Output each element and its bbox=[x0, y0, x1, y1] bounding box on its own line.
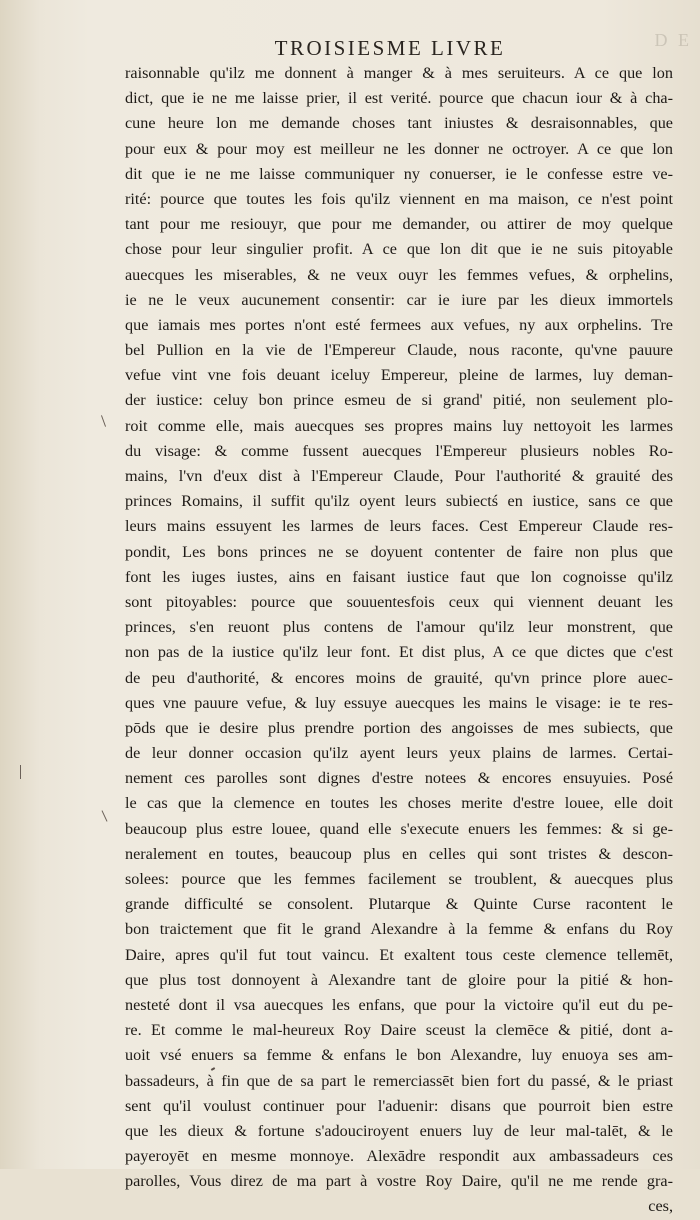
text-line: grande difficulté se consolent. Plutarque & Quinte Curse racontent le bbox=[125, 895, 673, 914]
text-line: cune heure lon me demande choses tant iniustes & desraisonnables, que bbox=[125, 114, 673, 133]
text-line: beaucoup plus estre louee, quand elle s'execute enuers les femmes: & si ge- bbox=[125, 819, 673, 838]
text-line: der iustice: celuy bon prince esmeu de si grand' pitié, non seulement plo- bbox=[125, 391, 673, 410]
text-line: pōds que ie desire plus prendre portion des angoisses de mes subiects, que bbox=[125, 718, 673, 737]
text-line: que les dieux & fortune s'adouciroyent enuers luy de leur mal-talēt, & le bbox=[125, 1121, 673, 1140]
text-line: du visage: & comme fussent auecques l'Empereur plusieurs nobles Ro- bbox=[125, 441, 673, 460]
text-line: nement ces parolles sont dignes d'estre notees & encores ensuyuies. Posé bbox=[125, 769, 673, 788]
text-line: mains, l'vn d'eux dist à l'Empereur Claude, Pour l'authorité & grauité des bbox=[125, 467, 673, 485]
text-line: chose pour leur singulier profit. A ce que lon dit que ie ne suis pitoyable bbox=[125, 240, 673, 259]
text-line: auecques les miserables, & ne veux ouyr les femmes vefues, & orphelins, bbox=[125, 265, 673, 284]
text-line: ques vne pauure vefue, & luy essuye auecques les mains le visage: ie te res- bbox=[125, 693, 673, 712]
text-line: leurs mains essuyent les larmes de leurs faces. Cest Empereur Claude res- bbox=[125, 517, 673, 536]
body-text bbox=[125, 61, 673, 1220]
text-line: bel Pullion en la vie de l'Empereur Claude, nous raconte, qu'vne pauure bbox=[125, 341, 673, 360]
text-line: pondit, Les bons princes ne se doyuent contenter de faire non plus que bbox=[125, 542, 673, 561]
text-line: sent qu'il voulust continuer pour l'aduenir: disans que pourroit bien estre bbox=[125, 1096, 673, 1115]
text-line: dit que ie ne me laisse communiquer ny conuerser, ie le confesse estre ve- bbox=[125, 164, 673, 183]
text-line: solees: pource que les femmes facilement se troublent, & auecques plus bbox=[125, 870, 673, 888]
text-line: que plus tost donnoyent à Alexandre tant de gloire pour la pitié & hon- bbox=[125, 970, 673, 989]
margin-mark bbox=[20, 765, 21, 779]
text-line: font les iuges iustes, ains en faisant iustice faut que lon cognoisse qu'ilz bbox=[125, 567, 673, 586]
text-line: Daire, apres qu'il fut tout vaincu. Et exaltent tous ceste clemence tellemēt, bbox=[125, 945, 673, 964]
text-line: princes Romains, il suffit qu'ilz oyent leurs subiectś en iustice, sans ce que bbox=[125, 492, 673, 511]
text-line: non pas de la iustice qu'ilz leur font. Et dist plus, A ce que dictes que c'est bbox=[125, 643, 673, 662]
text-line: bassadeurs, à fin que de sa part le remerciassēt bien fort du passé, & le priast bbox=[125, 1071, 673, 1090]
text-line: tant pour me resiouyr, que pour me demander, ou attirer de moy quelque bbox=[125, 215, 673, 234]
text-line: rité: pource que toutes les fois qu'ilz viennent en ma maison, ce n'est point bbox=[125, 189, 673, 208]
text-line: que iamais mes portes n'ont esté fermees aux vefues, ny aux orphelins. Tre bbox=[125, 315, 673, 334]
text-line: roit comme elle, mais auecques ses propres mains luy nettoyoit les larmes bbox=[125, 416, 673, 435]
text-line: bon traictement que fit le grand Alexandre à la femme & enfans du Roy bbox=[125, 920, 673, 939]
text-line: de leur donner occasion qu'ilz ayent leurs yeux plains de larmes. Certai- bbox=[125, 744, 673, 763]
text-line: le cas que la clemence en toutes les choses merite d'estre louee, elle doit bbox=[125, 794, 673, 813]
text-line: de peu d'authorité, & encores moins de grauité, qu'vn prince plore auec- bbox=[125, 668, 673, 687]
text-line: re. Et comme le mal-heureux Roy Daire sceust la clemēce & pitié, dont a- bbox=[125, 1021, 673, 1040]
text-line: dict, que ie ne me laisse prier, il est verité. pource que chacun iour & à cha- bbox=[125, 89, 673, 108]
text-line: parolles, Vous direz de ma part à vostre Roy Daire, qu'il ne me rende gra- bbox=[125, 1172, 673, 1191]
text-line: neralement en toutes, beaucoup plus en celles qui sont tristes & descon- bbox=[125, 844, 673, 863]
text-line: nesteté dont il vsa auecques les enfans, que pour la victoire qu'il eut du pe- bbox=[125, 995, 673, 1014]
text-line: vefue vint vne fois deuant iceluy Empereur, pleine de larmes, luy deman- bbox=[125, 366, 673, 385]
text-line: ie ne le veux aucunement consentir: car ie iure par les dieux immortels bbox=[125, 290, 673, 309]
bleed-through-text: D E bbox=[654, 30, 692, 50]
text-line: ces, bbox=[648, 1197, 673, 1216]
running-head: TROISIESME LIVRE bbox=[274, 36, 506, 60]
text-line: raisonnable qu'ilz me donnent à manger & à mes seruiteurs. A ce que lon bbox=[125, 64, 673, 82]
text-line: princes, s'en reuont plus contens de l'amour qu'ilz leur monstrent, que bbox=[125, 618, 673, 637]
text-line: pour eux & pour moy est meilleur ne les donner ne octroyer. A ce que lon bbox=[125, 139, 673, 158]
text-line: uoit vsé enuers sa femme & enfans le bon Alexandre, luy enuoya ses am- bbox=[125, 1046, 673, 1065]
margin-mark bbox=[101, 415, 106, 427]
margin-mark bbox=[102, 810, 108, 821]
text-line: sont pitoyables: pource que souuentesfois ceux qui viennent deuant les bbox=[125, 592, 673, 611]
text-line: payeroyēt en mesme monnoye. Alexādre respondit aux ambassadeurs ces bbox=[125, 1147, 673, 1166]
